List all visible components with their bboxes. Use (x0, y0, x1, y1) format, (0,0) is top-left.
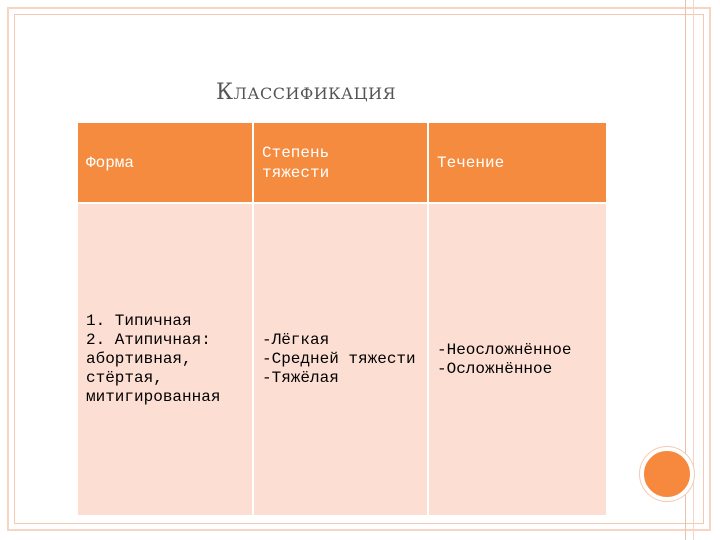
header-course-line: Течение (437, 153, 505, 172)
table-header-row (78, 123, 606, 203)
cell-form-line-1: 1. Типичная (86, 312, 192, 330)
header-form (78, 123, 253, 203)
table-row (78, 203, 606, 515)
cell-severity-line-2: -Средней тяжести (262, 350, 416, 368)
cell-course-line-1: -Неосложнённое (437, 340, 572, 359)
cell-form-line-3: абортивная, (86, 350, 192, 368)
header-severity (253, 123, 428, 203)
slide-title (216, 80, 396, 105)
decorative-vertical-line-2 (693, 0, 694, 540)
classification-table (78, 123, 606, 515)
header-course (428, 123, 606, 203)
cell-form-line-2: 2. Атипичная: (86, 331, 211, 349)
cell-severity-line-3: -Тяжёлая (262, 369, 339, 387)
cell-form-line-4: стёртая, (86, 369, 163, 387)
cell-form-line-5: митигированная (86, 388, 221, 406)
slide-title-initial: К (216, 80, 234, 105)
cell-form (78, 203, 253, 515)
cell-course (428, 203, 606, 515)
cell-severity-line-1: -Лёгкая (262, 331, 330, 349)
decorative-circle-icon (640, 447, 694, 501)
slide-title-rest: ЛАССИФИКАЦИЯ (233, 84, 396, 103)
cell-severity (253, 203, 428, 515)
header-severity-line-1: Степень (262, 143, 330, 162)
header-form-line: Форма (86, 153, 135, 172)
cell-course-line-2: -Осложнённое (437, 359, 553, 378)
header-severity-line-2: тяжести (262, 163, 330, 182)
